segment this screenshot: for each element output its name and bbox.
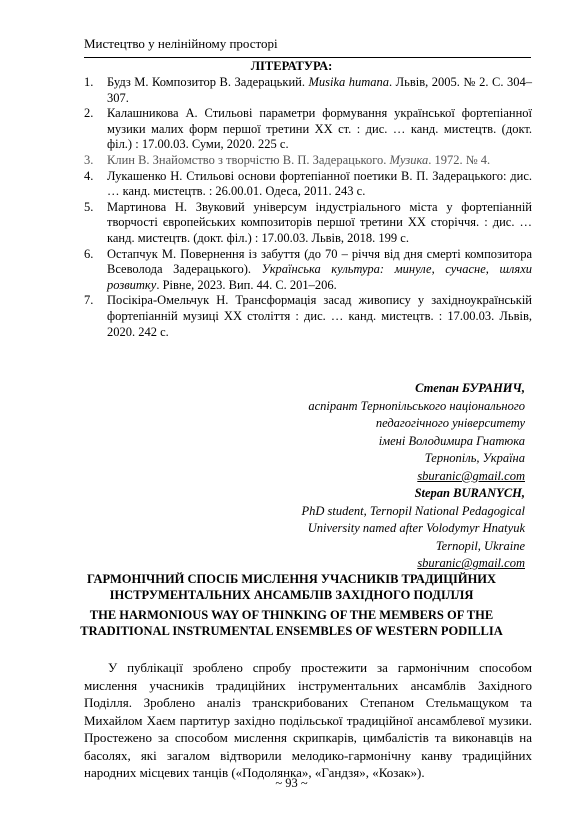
article-title-ukrainian: ГАРМОНІЧНИЙ СПОСІБ МИСЛЕННЯ УЧАСНИКІВ ТРАДИЦІЙНИХ ІНСТРУМЕНТАЛЬНИХ АНСАМБЛІВ ЗАХІДНОГО ПОДІЛЛЯ <box>86 572 497 602</box>
running-header: Мистецтво у нелінійному просторі <box>84 36 278 51</box>
reference-text: Калашникова А. Стильові параметри формування української фортепіанної музики малих форм першої третини ХХ ст. : дис. … канд. мистецтв. (докт. філ.) : 17.00.03. Суми, 2020. 225 с. <box>107 106 532 152</box>
reference-number: 1. <box>84 75 94 89</box>
reference-text-tail: . Рівне, 2023. Вип. 44. С. 201–206. <box>156 277 337 292</box>
author-affiliation-line: аспірант Тернопільського національного <box>308 398 525 413</box>
reference-text: Мартинова Н. Звуковий універсум індустріального міста у фортепіанній творчості європейських композиторів першої третини ХХ сторіччя. : дис. … канд. мистецтв. (докт. філ.) : 17.00.03. Львів, 2018. 199 с. <box>107 199 532 245</box>
reference-text: Будз М. Композитор В. Задерацький. <box>107 75 309 89</box>
author-block-ukrainian <box>308 380 525 486</box>
reference-item <box>84 169 532 200</box>
reference-item <box>84 75 532 106</box>
author-affiliation-line: University named after Volodymyr Hnatyuk <box>307 521 525 536</box>
reference-number: 4. <box>84 168 94 183</box>
author-email-link[interactable]: sburanic@gmail.com <box>417 556 525 571</box>
reference-journal: Музика <box>389 152 429 167</box>
author-affiliation-line: імені Володимира Гнатюка <box>378 433 525 448</box>
reference-text-tail: . Львів, 2005. № 2. С. 304–307. <box>107 75 532 105</box>
abstract-paragraph: У публікації зроблено спробу простежити за гармонічним способом мислення учасників традиційних інструментальних ансамблів Західного Поділля. Зроблено аналіз транскрибованих Степаном Стельмащуком та Михайлом Хаєм партитур західно подільської традиційної ансамблевої музики. Простежено за способом мислення скрипкарів, цимбалістів та виконавців на басолях, які загалом відтворили мелодико-гармонічну канву традиційних народних місцевих танців («Подолянка», «Гандзя», «Козак»). <box>84 660 532 780</box>
reference-number: 6. <box>84 246 94 261</box>
reference-number: 3. <box>84 152 94 167</box>
reference-journal: Українська культура: минуле, сучасне, шляхи розвитку <box>107 262 532 292</box>
author-block-english <box>302 485 526 573</box>
reference-text: Остапчук М. Повернення із забуття (до 70 – річчя від дня смерті композитора Всеволода Задерацького). <box>107 246 532 277</box>
page-number: ~ 93 ~ <box>275 776 308 790</box>
reference-item <box>84 153 532 169</box>
author-name: Степан БУРАНИЧ, <box>415 381 525 395</box>
author-name: Stepan BURANYCH, <box>414 486 525 500</box>
reference-item <box>84 293 532 340</box>
author-location: Ternopil, Ukraine <box>435 538 525 553</box>
reference-text: Посікіра-Омельчук Н. Трансформація засад живопису у західноукраїнській фортепіанній музиці ХХ століття : дис. … канд. мистецтв. : 17.00.03. Львів, 2020. 242 с. <box>107 293 532 339</box>
references-list <box>84 75 532 340</box>
author-affiliation-line: PhD student, Ternopil National Pedagogical <box>301 503 525 518</box>
reference-item <box>84 200 532 247</box>
header-divider <box>84 57 531 58</box>
reference-number: 5. <box>84 199 94 214</box>
reference-text: Лукашенко Н. Стильові основи фортепіанної поетики В. П. Задерацького: дис. … канд. мистецтв. : 26.00.01. Одеса, 2011. 243 с. <box>107 168 532 199</box>
reference-journal: Musika humana <box>308 75 390 89</box>
author-location: Тернопіль, Україна <box>424 451 525 466</box>
author-email-link[interactable]: sburanic@gmail.com <box>417 468 525 483</box>
reference-text: Клин В. Знайомство з творчістю В. П. Задерацького. <box>107 152 390 167</box>
reference-number: 2. <box>84 106 94 121</box>
references-heading: ЛІТЕРАТУРА: <box>250 59 333 73</box>
reference-item <box>84 106 532 153</box>
author-affiliation-line: педагогічного університету <box>375 416 525 431</box>
reference-text-tail: . 1972. № 4. <box>428 152 491 167</box>
article-title-english: THE HARMONIOUS WAY OF THINKING OF THE MEMBERS OF THE TRADITIONAL INSTRUMENTAL ENSEMBLES OF WESTERN PODILLIA <box>80 608 503 638</box>
reference-item <box>84 247 532 294</box>
reference-number: 7. <box>84 293 94 308</box>
